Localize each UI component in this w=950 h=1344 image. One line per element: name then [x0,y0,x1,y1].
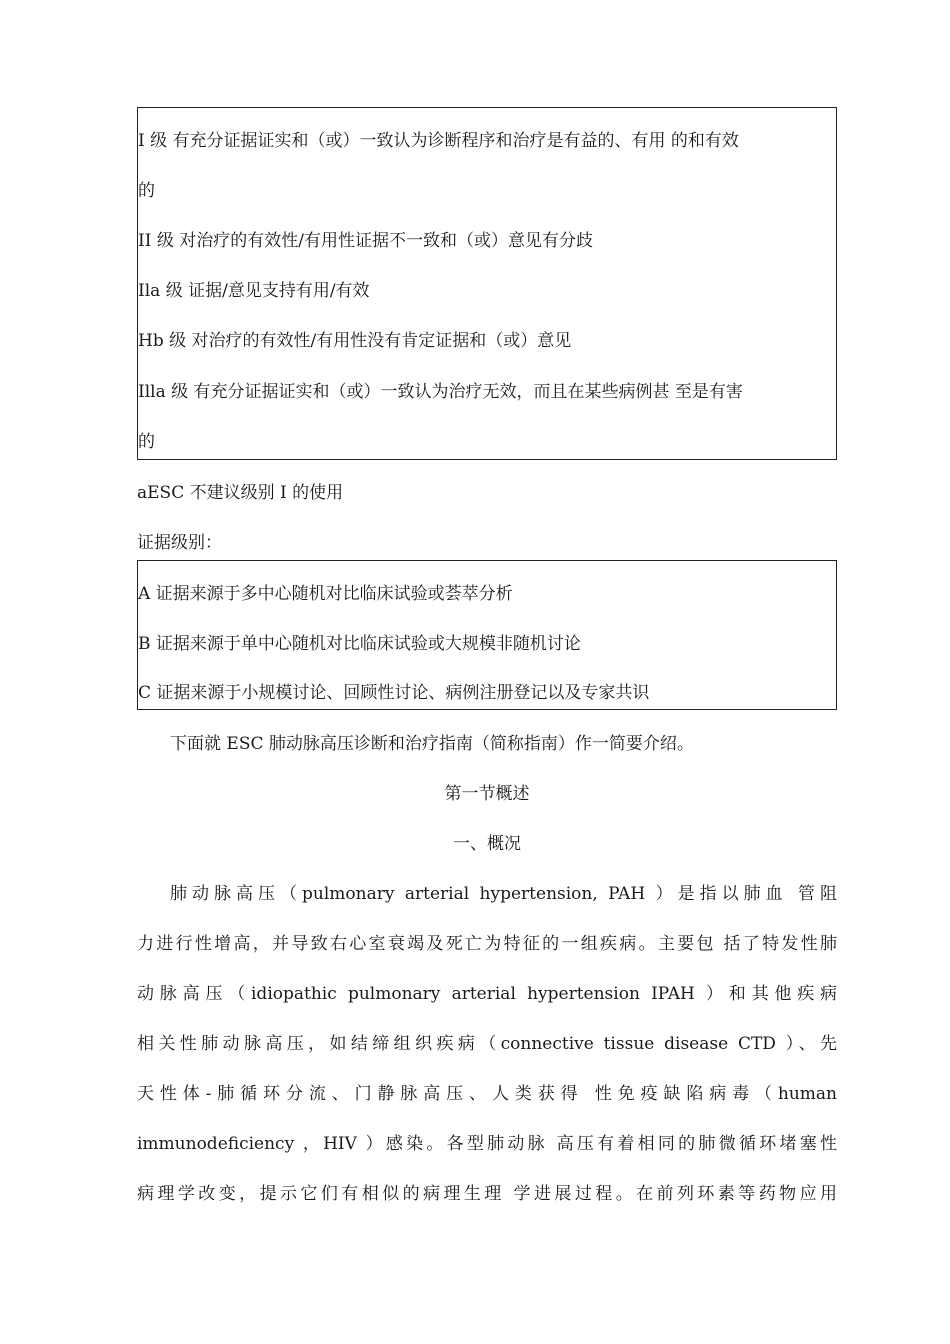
paragraph-line: 相关性肺动脉高压，如结缔组织疾病（connective tissue disease CTD ）、先 [137,1034,837,1054]
paragraph-line: 动脉高压（idiopathic pulmonary arterial hypertension IPAH ）和其他疾病 [137,984,837,1004]
table-row: I 级 有充分证据证实和（或）一致认为诊断程序和治疗是有益的、有用 的和有效 [138,131,739,151]
table-row: B 证据来源于单中心随机对比临床试验或大规模非随机讨论 [138,634,581,654]
recommendation-class-table [137,107,837,460]
paragraph-line: 力进行性增高，并导致右心室衰竭及死亡为特征的一组疾病。主要包 括了特发性肺 [137,934,837,954]
table-row: A 证据来源于多中心随机对比临床试验或荟萃分析 [138,584,513,604]
paragraph-line: immunodeficiency ，HIV ）感染。各型肺动脉 高压有着相同的肺微循环堵塞性 [137,1134,837,1154]
evidence-heading: 证据级别： [137,533,222,553]
table-row: C 证据来源于小规模讨论、回顾性讨论、病例注册登记以及专家共识 [138,683,650,703]
subsection-title: 一、概况 [453,834,521,854]
intro-sentence: 下面就 ESC 肺动脉高压诊断和治疗指南（简称指南）作一简要介绍。 [170,734,694,754]
evidence-level-table [137,560,837,710]
table-row: Illa 级 有充分证据证实和（或）一致认为治疗无效，而且在某些病例甚 至是有害 [138,382,743,402]
table-row: II 级 对治疗的有效性/有用性证据不一致和（或）意见有分歧 [138,231,593,251]
table-row: 的 [138,432,155,452]
paragraph-line: 病理学改变，提示它们有相似的病理生理 学进展过程。在前列环素等药物应用 [137,1184,837,1204]
table-row: Ila 级 证据/意见支持有用/有效 [138,281,370,301]
paragraph-line: 肺动脉高压（pulmonary arterial hypertension, PAH ）是指以肺血 管阻 [170,884,837,904]
paragraph-line: 天性体-肺循环分流、门静脉高压、人类获得 性免疫缺陷病毒（human [137,1084,837,1104]
section-title: 第一节概述 [444,784,530,804]
table-row: Hb 级 对治疗的有效性/有用性没有肯定证据和（或）意见 [138,331,572,351]
table-footnote: aESC 不建议级别 I 的使用 [137,483,344,503]
table-row: 的 [138,181,155,201]
